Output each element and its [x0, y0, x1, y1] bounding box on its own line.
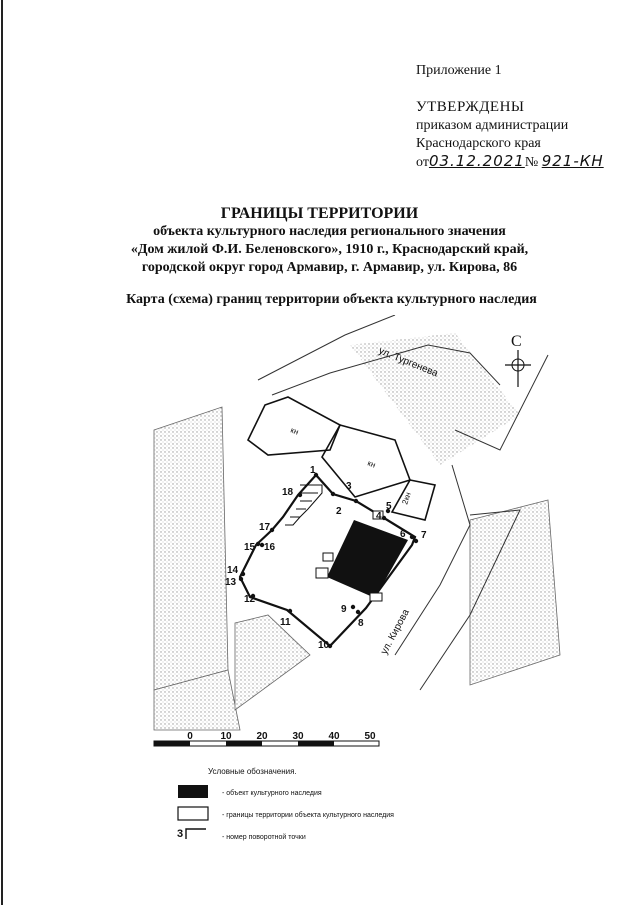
building-labels [289, 425, 412, 505]
scale-bar [154, 731, 379, 746]
document-title: ГРАНИЦЫ ТЕРРИТОРИИ [220, 205, 419, 222]
point-label-5: 5 [386, 501, 392, 512]
legend-item-heritage: - объект культурного наследия [222, 790, 322, 797]
legend-item-point: - номер поворотной точки [222, 834, 306, 841]
legend-title: Условные обозначения. [208, 767, 297, 776]
point-marker-15 [256, 542, 260, 546]
building-2kn [392, 480, 435, 520]
approved-by-line1: приказом администрации [416, 118, 569, 133]
scale-tick-30: 30 [292, 731, 304, 742]
annex-2 [323, 553, 333, 561]
legend-item-boundary: - границы территории объекта культурного наследия [222, 812, 394, 819]
legend-point-symbol [186, 829, 206, 839]
point-marker-11 [288, 609, 292, 613]
block-east [470, 500, 560, 685]
annex-3 [316, 568, 328, 578]
point-marker-18 [298, 493, 302, 497]
building-label-kn-2: кн [366, 458, 377, 470]
point-marker-7 [414, 539, 418, 543]
point-marker-9 [351, 605, 355, 609]
approved-by-line2: Краснодарского края [416, 136, 541, 151]
legend [177, 767, 394, 841]
point-label-16: 16 [264, 542, 276, 553]
point-marker-4 [382, 516, 386, 520]
point-marker-14 [241, 572, 245, 576]
scale-tick-0: 0 [187, 731, 193, 742]
title-line-4: городской округ город Армавир, г. Армавир, ул. Кирова, 86 [141, 260, 518, 275]
number-label: № [524, 155, 539, 170]
legend-swatch-heritage [178, 785, 208, 798]
point-label-3: 3 [346, 481, 352, 492]
point-label-7: 7 [421, 530, 427, 541]
point-label-14: 14 [227, 565, 239, 576]
point-label-11: 11 [280, 617, 291, 628]
annex-4 [370, 593, 382, 601]
point-label-6: 6 [400, 529, 406, 540]
building-label-2kn: 2кн [400, 491, 413, 506]
block-west-upper [154, 407, 228, 690]
street-label-kirova: ул. Кирова [378, 607, 412, 657]
point-marker-2 [331, 492, 335, 496]
title-line-2: объекта культурного наследия регионального значения [153, 224, 506, 239]
street-label-turgeneva: ул. Тургенева [376, 345, 440, 380]
point-marker-13 [239, 577, 243, 581]
point-label-15: 15 [244, 542, 256, 553]
point-label-18: 18 [282, 487, 294, 498]
scale-tick-40: 40 [328, 731, 340, 742]
point-label-8: 8 [358, 618, 364, 629]
legend-point-example: 3 [177, 828, 184, 840]
north-arrow [505, 333, 531, 387]
point-label-2: 2 [336, 506, 342, 517]
territory-map [0, 315, 639, 860]
scale-segment-1 [154, 741, 190, 746]
scale-tick-20: 20 [256, 731, 268, 742]
block-north [350, 333, 520, 465]
point-label-12: 12 [244, 594, 256, 605]
from-label: от [416, 155, 429, 170]
point-label-1: 1 [310, 465, 316, 476]
title-line-3: «Дом жилой Ф.И. Беленовского», 1910 г., Краснодарский край, [130, 242, 529, 257]
handwritten-number: 921-КН [541, 152, 604, 170]
heritage-object-building [327, 520, 408, 598]
scale-tick-10: 10 [220, 731, 232, 742]
point-label-9: 9 [341, 604, 347, 615]
handwritten-date: 03.12.2021 [428, 152, 525, 170]
point-marker-17 [270, 528, 274, 532]
building-label-kn-1: кн [289, 425, 300, 437]
order-date-number-line [416, 153, 604, 171]
point-marker-8 [356, 610, 360, 614]
north-label: С [511, 333, 522, 350]
block-south-west [235, 615, 310, 710]
legend-swatch-boundary [178, 807, 208, 820]
scale-tick-50: 50 [364, 731, 376, 742]
point-label-17: 17 [259, 522, 271, 533]
point-marker-6 [410, 535, 414, 539]
appendix-label: Приложение 1 [416, 63, 502, 78]
map-title: Карта (схема) границ территории объекта культурного наследия [126, 292, 537, 307]
point-label-10: 10 [318, 640, 330, 651]
point-label-4: 4 [376, 511, 382, 522]
point-label-13: 13 [225, 577, 237, 588]
point-marker-3 [354, 499, 358, 503]
approved-label: УТВЕРЖДЕНЫ [416, 99, 525, 115]
